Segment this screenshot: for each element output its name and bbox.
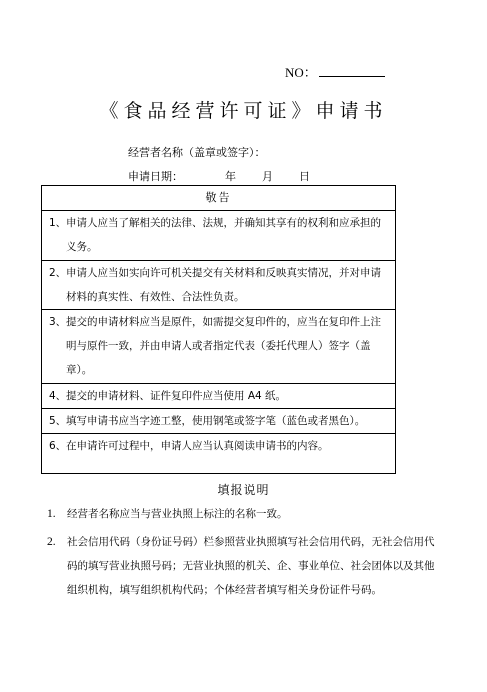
application-date-label: 申请日期：	[128, 170, 183, 183]
document-number-blank[interactable]	[319, 64, 385, 77]
instruction-text: 经营者名称应当与营业执照上标注的名称一致。	[67, 508, 288, 520]
notice-item-number: 4、	[49, 390, 67, 402]
notice-item-number: 5、	[49, 415, 67, 427]
notice-item	[42, 434, 395, 458]
applicant-name-label: 经营者名称（盖章或签字）：	[128, 146, 266, 159]
notice-item	[42, 211, 395, 261]
notice-item-text: 提交的申请材料应当是原件，如需提交复印件的，应当在复印件上注明与原件一致，并由申请人或者指定代表（委托代理人）签字（盖章）。	[66, 316, 381, 376]
notice-item	[42, 409, 395, 434]
notice-item	[42, 310, 395, 384]
notice-item-text: 申请人应当如实向许可机关提交有关材料和反映真实情况，并对申请材料的真实性、有效性、合法性负责。	[66, 267, 381, 303]
notice-item-number: 2、	[49, 267, 67, 279]
document-number-label: NO：	[285, 65, 317, 80]
application-date	[128, 168, 310, 184]
instruction-item	[47, 530, 443, 602]
instruction-item	[47, 502, 443, 526]
instructions-heading: 填报说明	[217, 483, 270, 497]
notice-item-text: 提交的申请材料、证件复印件应当使用 A4 纸。	[66, 390, 287, 402]
date-day-label: 日	[299, 170, 310, 183]
date-month-label: 月	[262, 170, 273, 183]
instruction-number: 2.	[47, 536, 56, 548]
notice-item	[42, 261, 395, 310]
instruction-text: 社会信用代码（身份证号码）栏参照营业执照填写社会信用代码，无社会信用代码的填写营业执照号码；无营业执照的机关、企、事业单位、社会团体以及其他组织机构，填写组织机构代码；个体经营者填写相关身份证件号码。	[67, 536, 435, 596]
notice-item-number: 1、	[49, 217, 67, 229]
notice-box	[41, 185, 396, 474]
notice-item	[42, 384, 395, 409]
notice-item-text: 在申请许可过程中，申请人应当认真阅读申请书的内容。	[66, 440, 329, 452]
notice-item-text: 申请人应当了解相关的法律、法规，并确知其享有的权利和应承担的义务。	[66, 217, 381, 253]
notice-item-number: 3、	[49, 316, 67, 328]
notice-item-number: 6、	[49, 440, 67, 452]
instruction-number: 1.	[47, 508, 56, 520]
document-title: 《食品经营许可证》申请书	[99, 100, 388, 122]
notice-heading: 敬告	[42, 186, 395, 211]
document-number	[285, 62, 385, 81]
notice-item-text: 填写申请书应当字迹工整，使用钢笔或签字笔（蓝色或者黑色）。	[66, 415, 366, 427]
date-year-label: 年	[225, 170, 236, 183]
